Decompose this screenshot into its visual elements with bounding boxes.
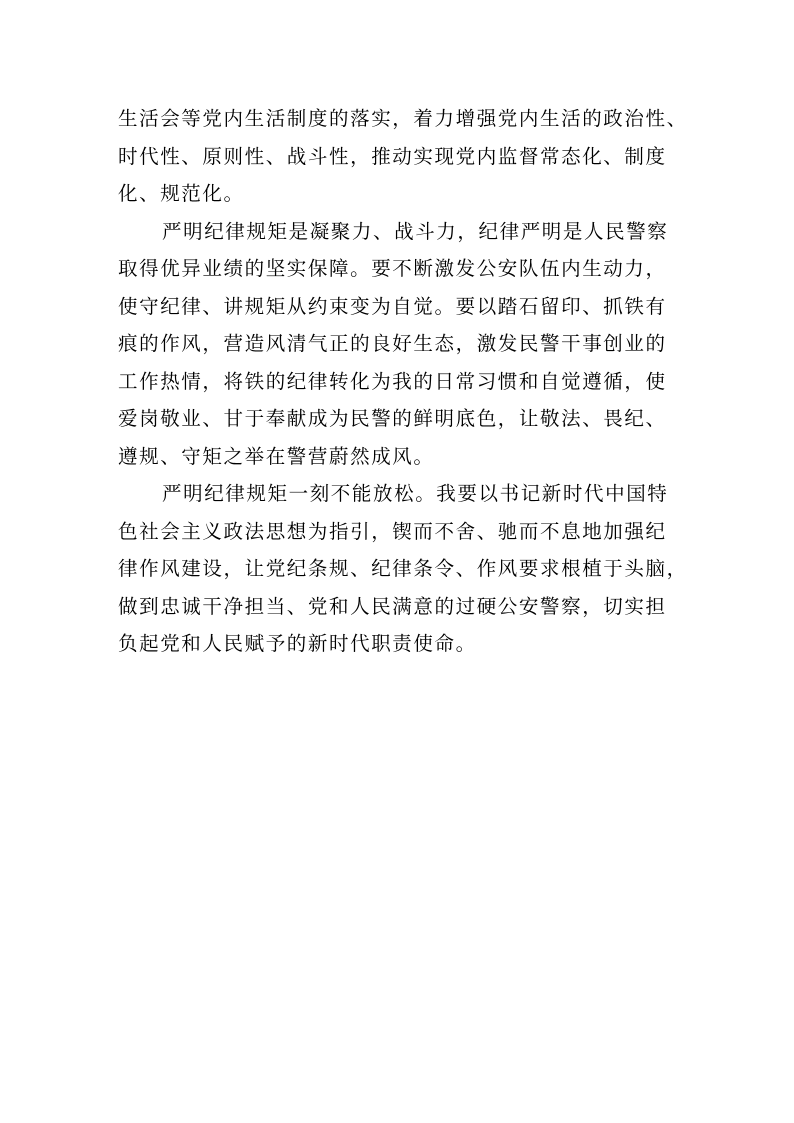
text-line-1: 生活会等党内生活制度的落实，着力增强党内生活的政治性、 <box>118 107 688 130</box>
text-line-6: 使守纪律、讲规矩从约束变为自觉。要以踏石留印、抓铁有 <box>118 294 667 318</box>
text-line-14: 做到忠诚干净担当、党和人民满意的过硬公安警察，切实担 <box>118 594 667 618</box>
body-text <box>118 100 698 663</box>
text-line-8: 工作热情，将铁的纪律转化为我的日常习惯和自觉遵循，使 <box>118 369 667 393</box>
text-line-9: 爱岗敬业、甘于奉献成为民警的鲜明底色，让敬法、畏纪、 <box>118 407 667 430</box>
text-line-13: 律作风建设，让党纪条规、纪律条令、作风要求根植于头脑， <box>118 557 688 580</box>
text-line-7: 痕的作风，营造风清气正的良好生态，激发民警干事创业的 <box>118 332 667 355</box>
text-line-2: 时代性、原则性、战斗性，推动实现党内监督常态化、制度 <box>118 144 667 168</box>
text-line-12: 色社会主义政法思想为指引，锲而不舍、驰而不息地加强纪 <box>118 519 667 543</box>
paragraph-3-line-1: 严明纪律规矩一刻不能放松。我要以书记新时代中国特 <box>162 482 669 505</box>
text-line-10: 遵规、守矩之举在警营蔚然成风。 <box>118 444 435 468</box>
paragraph-2-line-1: 严明纪律规矩是凝聚力、战斗力，纪律严明是人民警察 <box>162 219 669 243</box>
text-line-3: 化、规范化。 <box>118 182 245 205</box>
text-line-15: 负起党和人民赋予的新时代职责使命。 <box>118 632 477 655</box>
text-line-5: 取得优异业绩的坚实保障。要不断激发公安队伍内生动力， <box>118 257 667 280</box>
